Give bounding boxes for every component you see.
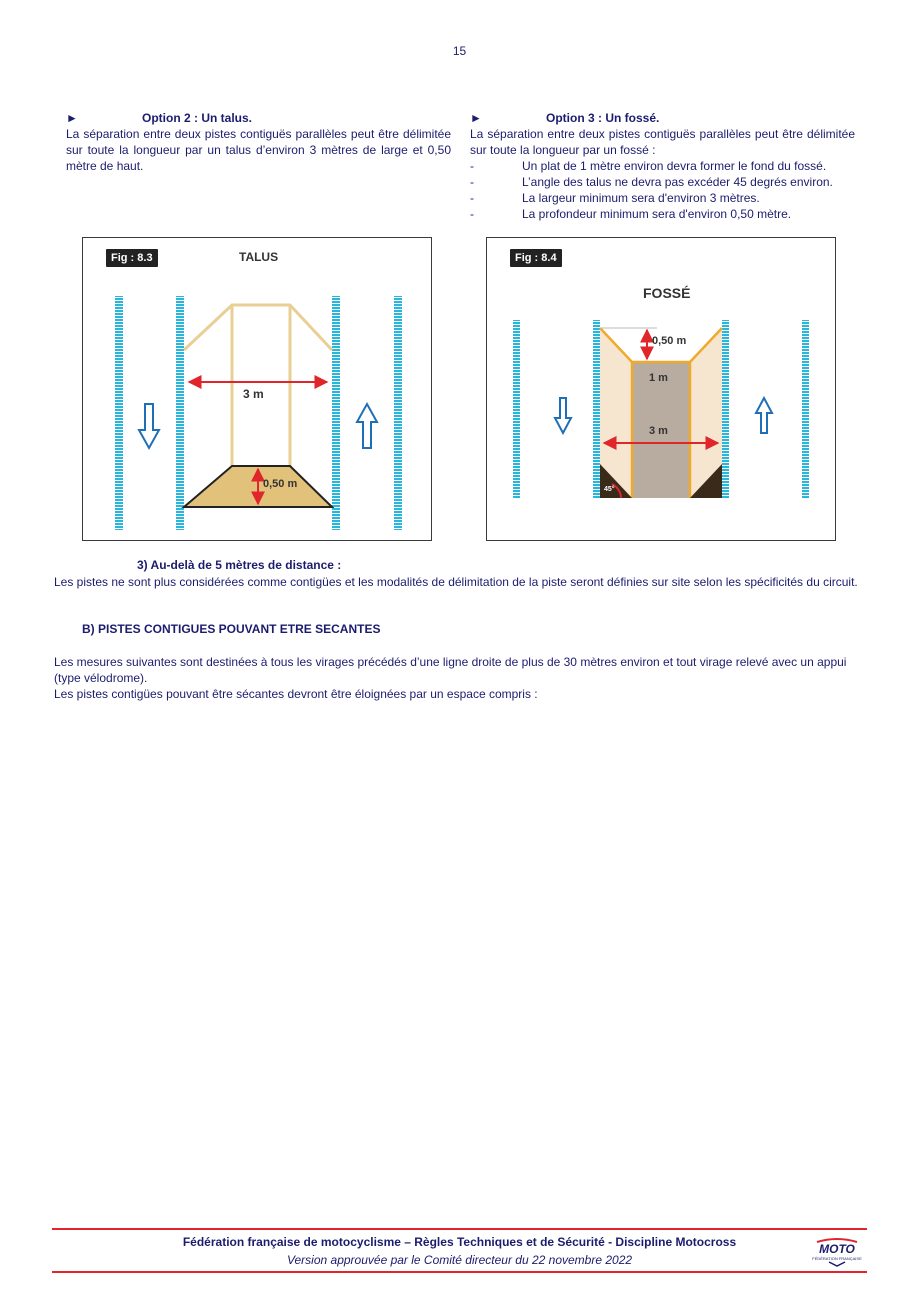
list-item: - Un plat de 1 mètre environ devra former le fond du fossé. xyxy=(470,159,827,173)
figure-fosse xyxy=(486,237,836,541)
svg-text:FÉDÉRATION FRANÇAISE: FÉDÉRATION FRANÇAISE xyxy=(812,1256,862,1261)
fig84-tag: Fig : 8.4 xyxy=(510,249,562,267)
option3-text: La séparation entre deux pistes contiguës parallèles peut être délimitée sur toute la longueur par un fossé : xyxy=(470,127,855,157)
barrier-left-inner xyxy=(593,320,600,498)
barrier-right-inner xyxy=(722,320,729,498)
fosse-bottom-label: 1 m xyxy=(649,372,668,384)
arrow-up-icon xyxy=(357,404,377,448)
list-item: - L’angle des talus ne devra pas excéder 45 degrés environ. xyxy=(470,175,833,189)
fig84-title: FOSSÉ xyxy=(643,285,691,301)
section3-text: Les pistes ne sont plus considérées comme contigües et les modalités de délimitation de la piste seront définies sur site selon les spécificités du circuit. xyxy=(54,575,858,589)
svg-text:MOTO: MOTO xyxy=(819,1242,855,1256)
sectionB-text2: Les pistes contigües pouvant être sécantes devront être éloignées par un espace compris : xyxy=(54,687,538,701)
option3-section xyxy=(470,110,855,222)
bullet-arrow-icon: ► xyxy=(66,111,78,125)
barrier-right-outer xyxy=(802,320,809,498)
list-item: - La largeur minimum sera d'environ 3 mètres. xyxy=(470,191,760,205)
fosse-width-label: 3 m xyxy=(649,425,668,437)
bullet-arrow-icon: ► xyxy=(470,111,482,125)
option2-text: La séparation entre deux pistes contiguës parallèles peut être délimitée sur toute la longueur par un talus d’environ 3 mètres de large et 0,50 mètre de haut. xyxy=(66,127,451,173)
page-number: 15 xyxy=(452,44,467,58)
arrow-down-icon xyxy=(555,398,571,433)
arrow-down-icon xyxy=(139,404,159,448)
fosse-depth-label: 0,50 m xyxy=(652,335,687,347)
barrier-right-inner xyxy=(332,296,340,530)
moto-logo-icon xyxy=(812,1234,862,1268)
arrow-up-icon xyxy=(756,398,772,433)
barrier-left-outer xyxy=(115,296,123,530)
option3-heading xyxy=(470,110,855,126)
talus-top-outline xyxy=(184,305,332,350)
footer-subtitle: Version approuvée par le Comité directeur du 22 novembre 2022 xyxy=(286,1253,633,1267)
section3-title: 3) Au-delà de 5 mètres de distance : xyxy=(137,558,342,572)
barrier-right-outer xyxy=(394,296,402,530)
option2-title: Option 2 : Un talus. xyxy=(142,111,252,125)
talus-width-label: 3 m xyxy=(243,387,264,401)
talus-height-label: 0,50 m xyxy=(263,478,298,490)
fosse-angle-label: 45° xyxy=(604,486,615,493)
option2-section xyxy=(66,110,451,174)
footer-rule-top xyxy=(52,1228,867,1230)
footer-rule-bottom xyxy=(52,1271,867,1273)
footer-title: Fédération française de motocyclisme – Règles Techniques et de Sécurité - Discipline Motocross xyxy=(182,1235,737,1249)
option2-heading xyxy=(66,110,451,126)
list-item: - La profondeur minimum sera d'environ 0,50 mètre. xyxy=(470,207,792,221)
fosse-diagram xyxy=(487,238,835,540)
fig83-title: TALUS xyxy=(239,250,279,264)
figure-talus xyxy=(82,237,432,541)
barrier-left-outer xyxy=(513,320,520,498)
barrier-left-inner xyxy=(176,296,184,530)
ffm-logo xyxy=(812,1234,862,1268)
fig83-tag: Fig : 8.3 xyxy=(106,249,158,267)
sectionB-title: B) PISTES CONTIGUES POUVANT ETRE SECANTES xyxy=(82,622,381,636)
sectionB-text1: Les mesures suivantes sont destinées à tous les virages précédés d’une ligne droite de plus de 30 mètres environ et tout virage relevé avec un appui (type vélodrome). xyxy=(54,655,847,685)
option3-title: Option 3 : Un fossé. xyxy=(546,111,660,125)
